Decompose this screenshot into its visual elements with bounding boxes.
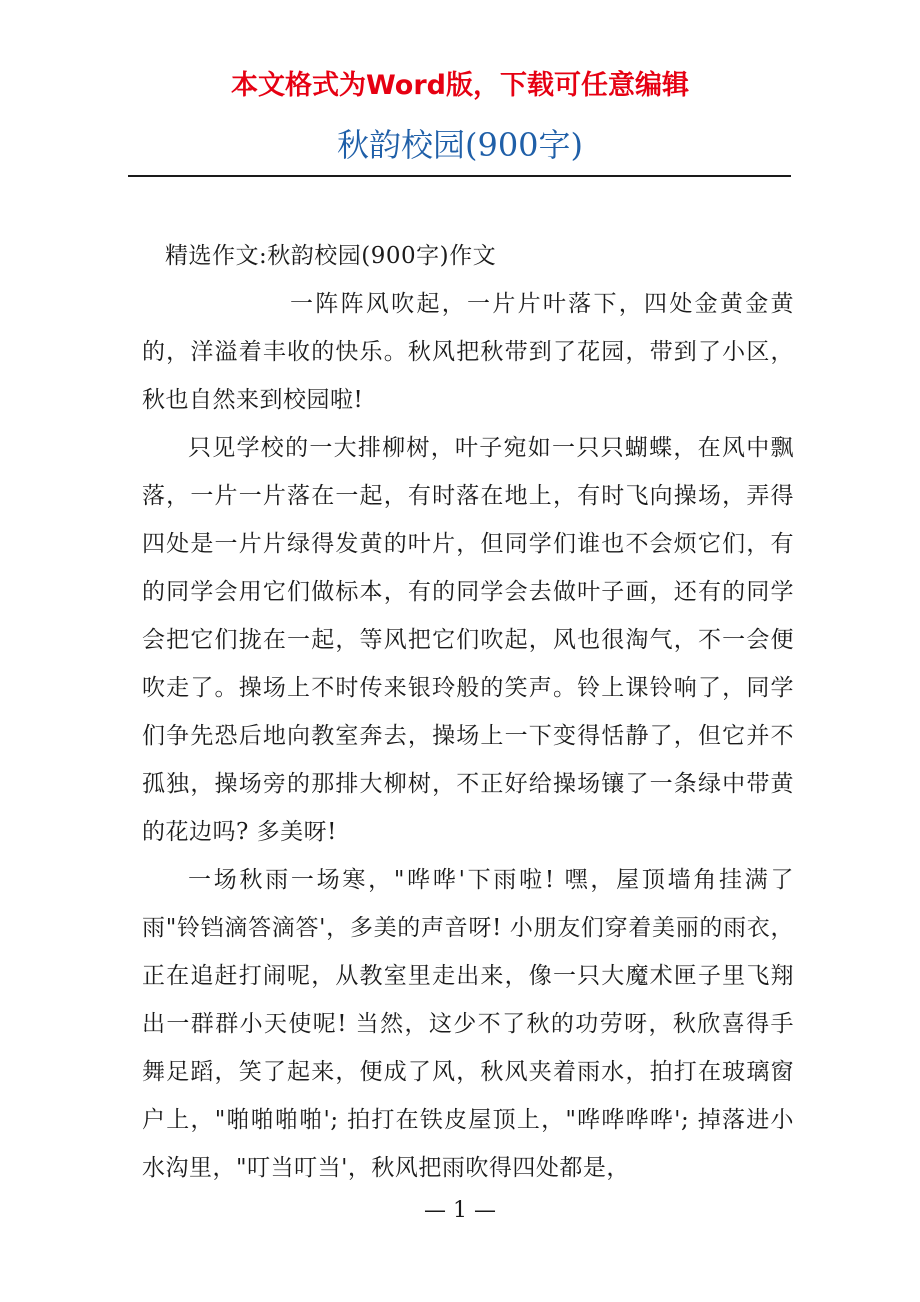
page-number: — 1 — xyxy=(424,1198,496,1223)
paragraph-2: 只见学校的一大排柳树，叶子宛如一只只蝴蝶，在风中飘落，一片一片落在一起，有时落在地上，有时飞向操场，弄得四处是一片片绿得发黄的叶片，但同学们谁也不会烦它们，有的同学会用它们做标本，有的同学会去做叶子画，还有的同学会把它们拢在一起，等风把它们吹起，风也很淘气，不一会便吹走了。操场上不时传来银玲般的笑声。铃上课铃响了，同学们争先恐后地向教室奔去，操场上一下变得恬静了，但它并不孤独，操场旁的那排大柳树，不正好给操场镶了一条绿中带黄的花边吗? 多美呀! xyxy=(142,435,794,845)
article-body xyxy=(142,232,794,1192)
format-banner: 本文格式为Word版，下载可任意编辑 xyxy=(230,70,689,101)
article-subtitle: 精选作文:秋韵校园(900字)作文 xyxy=(165,243,497,269)
title-divider xyxy=(128,175,791,177)
paragraph-1: 一阵阵风吹起，一片片叶落下，四处金黄金黄的，洋溢着丰收的快乐。秋风把秋带到了花园，带到了小区，秋也自然来到校园啦! xyxy=(142,291,794,413)
paragraph-3: 一场秋雨一场寒，"哗哗'下雨啦! 嘿，屋顶墙角挂满了雨"铃铛滴答滴答'，多美的声音呀! 小朋友们穿着美丽的雨衣，正在追赶打闹呢，从教室里走出来，像一只大魔术匣子里飞翔出一群群小天使呢! 当然，这少不了秋的功劳呀，秋欣喜得手舞足蹈，笑了起来，便成了风，秋风夹着雨水，拍打在玻璃窗户上，"啪啪啪啪'; 拍打在铁皮屋顶上，"哗哗哗哗'; 掉落进小水沟里，"叮当叮当'，秋风把雨吹得四处都是， xyxy=(142,867,794,1181)
document-title: 秋韵校园(900字) xyxy=(336,126,584,164)
